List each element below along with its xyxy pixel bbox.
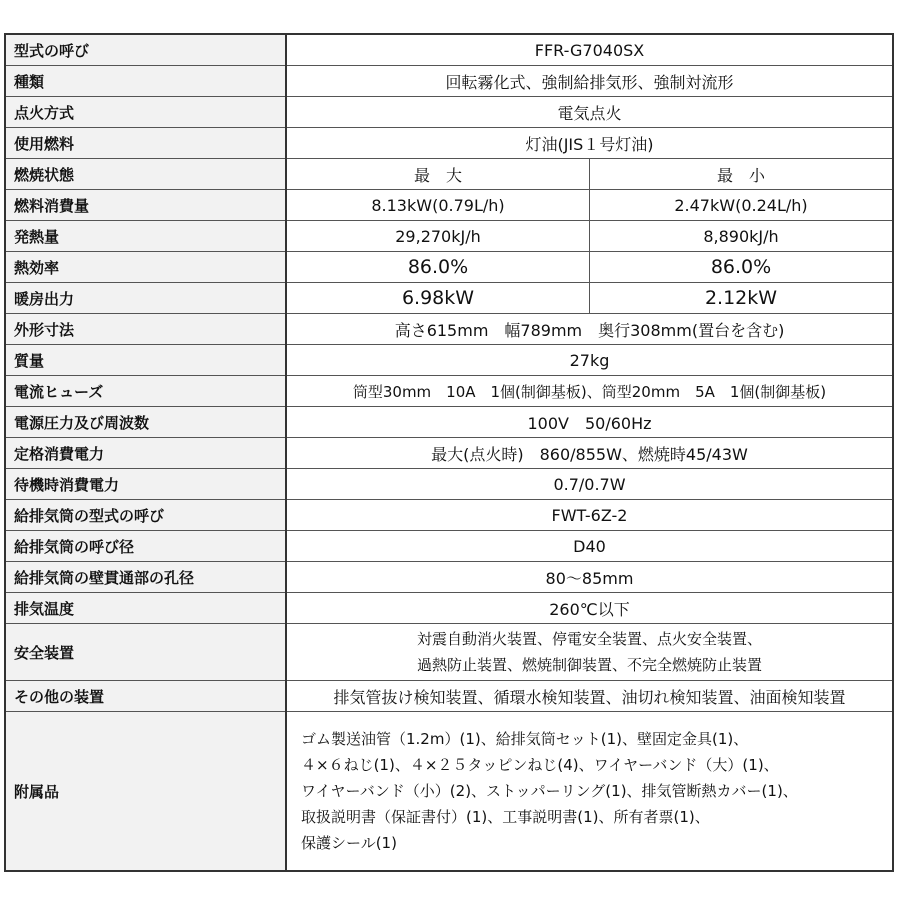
row-label: 発熱量	[5, 221, 286, 252]
row-value: FFR-G7040SX	[286, 34, 893, 66]
table-row	[5, 283, 893, 314]
row-value-max: 8.13kW(0.79L/h)	[286, 190, 590, 221]
row-value-min: 2.12kW	[590, 283, 894, 314]
row-label: 電流ヒューズ	[5, 376, 286, 407]
row-label: 使用燃料	[5, 128, 286, 159]
row-label: 電源圧力及び周波数	[5, 407, 286, 438]
row-label: 燃焼状態	[5, 159, 286, 190]
row-value: 回転霧化式、強制給排気形、強制対流形	[286, 66, 893, 97]
table-row	[5, 221, 893, 252]
row-value: 筒型30mm 10A 1個(制御基板)、筒型20mm 5A 1個(制御基板)	[286, 376, 893, 407]
table-row	[5, 97, 893, 128]
row-label: 点火方式	[5, 97, 286, 128]
row-label: 質量	[5, 345, 286, 376]
table-row	[5, 376, 893, 407]
accessory-line: 取扱説明書（保証書付）(1)、工事説明書(1)、所有者票(1)、	[301, 808, 710, 826]
row-value: 80～85mm	[286, 562, 893, 593]
row-value: D40	[286, 531, 893, 562]
table-row	[5, 438, 893, 469]
row-value: 灯油(JIS１号灯油)	[286, 128, 893, 159]
row-value-min: 86.0%	[590, 252, 894, 283]
safety-line: 対震自動消火装置、停電安全装置、点火安全装置、	[416, 630, 762, 648]
table-row	[5, 66, 893, 97]
table-row	[5, 681, 893, 712]
row-value: 0.7/0.7W	[286, 469, 893, 500]
table-row	[5, 128, 893, 159]
table-row	[5, 531, 893, 562]
row-label: 排気温度	[5, 593, 286, 624]
row-label: 種類	[5, 66, 286, 97]
row-label: 待機時消費電力	[5, 469, 286, 500]
table-row	[5, 159, 893, 190]
row-label: 定格消費電力	[5, 438, 286, 469]
row-label: その他の装置	[5, 681, 286, 712]
row-label: 給排気筒の型式の呼び	[5, 500, 286, 531]
table-row	[5, 314, 893, 345]
row-value: FWT-6Z-2	[286, 500, 893, 531]
table-row	[5, 500, 893, 531]
row-value: 最大(点火時) 860/855W、燃焼時45/43W	[286, 438, 893, 469]
row-value-max: 86.0%	[286, 252, 590, 283]
table-row	[5, 712, 893, 872]
row-value-min: 2.47kW(0.24L/h)	[590, 190, 894, 221]
row-label: 給排気筒の呼び径	[5, 531, 286, 562]
row-value	[286, 624, 893, 681]
row-value: 高さ615mm 幅789mm 奥行308mm(置台を含む)	[286, 314, 893, 345]
row-value-max: 29,270kJ/h	[286, 221, 590, 252]
table-row	[5, 34, 893, 66]
row-value: 27kg	[286, 345, 893, 376]
accessory-line: 保護シール(1)	[301, 834, 397, 852]
table-row	[5, 345, 893, 376]
table-row	[5, 593, 893, 624]
spec-table	[4, 33, 894, 872]
row-label: 型式の呼び	[5, 34, 286, 66]
row-value: 電気点火	[286, 97, 893, 128]
row-value-max: 6.98kW	[286, 283, 590, 314]
row-value-max: 最 大	[286, 159, 590, 190]
row-label: 外形寸法	[5, 314, 286, 345]
safety-line: 過熱防止装置、燃焼制御装置、不完全燃焼防止装置	[416, 656, 762, 674]
accessory-line: ゴム製送油管（1.2m）(1)、給排気筒セット(1)、壁固定金具(1)、	[301, 730, 749, 748]
table-row	[5, 407, 893, 438]
row-value: 排気管抜け検知装置、循環水検知装置、油切れ検知装置、油面検知装置	[286, 681, 893, 712]
table-row	[5, 469, 893, 500]
accessory-line: ４×６ねじ(1)、４×２５タッピンねじ(4)、ワイヤーバンド（大）(1)、	[301, 756, 779, 774]
row-value-min: 8,890kJ/h	[590, 221, 894, 252]
row-value	[286, 712, 893, 872]
row-label: 附属品	[5, 712, 286, 872]
table-row	[5, 190, 893, 221]
accessory-line: ワイヤーバンド（小）(2)、ストッパーリング(1)、排気管断熱カバー(1)、	[301, 782, 798, 800]
row-label: 安全装置	[5, 624, 286, 681]
table-row	[5, 562, 893, 593]
table-row	[5, 624, 893, 681]
row-value: 100V 50/60Hz	[286, 407, 893, 438]
row-value-min: 最 小	[590, 159, 894, 190]
row-value: 260℃以下	[286, 593, 893, 624]
table-row	[5, 252, 893, 283]
row-label: 暖房出力	[5, 283, 286, 314]
row-label: 燃料消費量	[5, 190, 286, 221]
row-label: 給排気筒の壁貫通部の孔径	[5, 562, 286, 593]
row-label: 熱効率	[5, 252, 286, 283]
